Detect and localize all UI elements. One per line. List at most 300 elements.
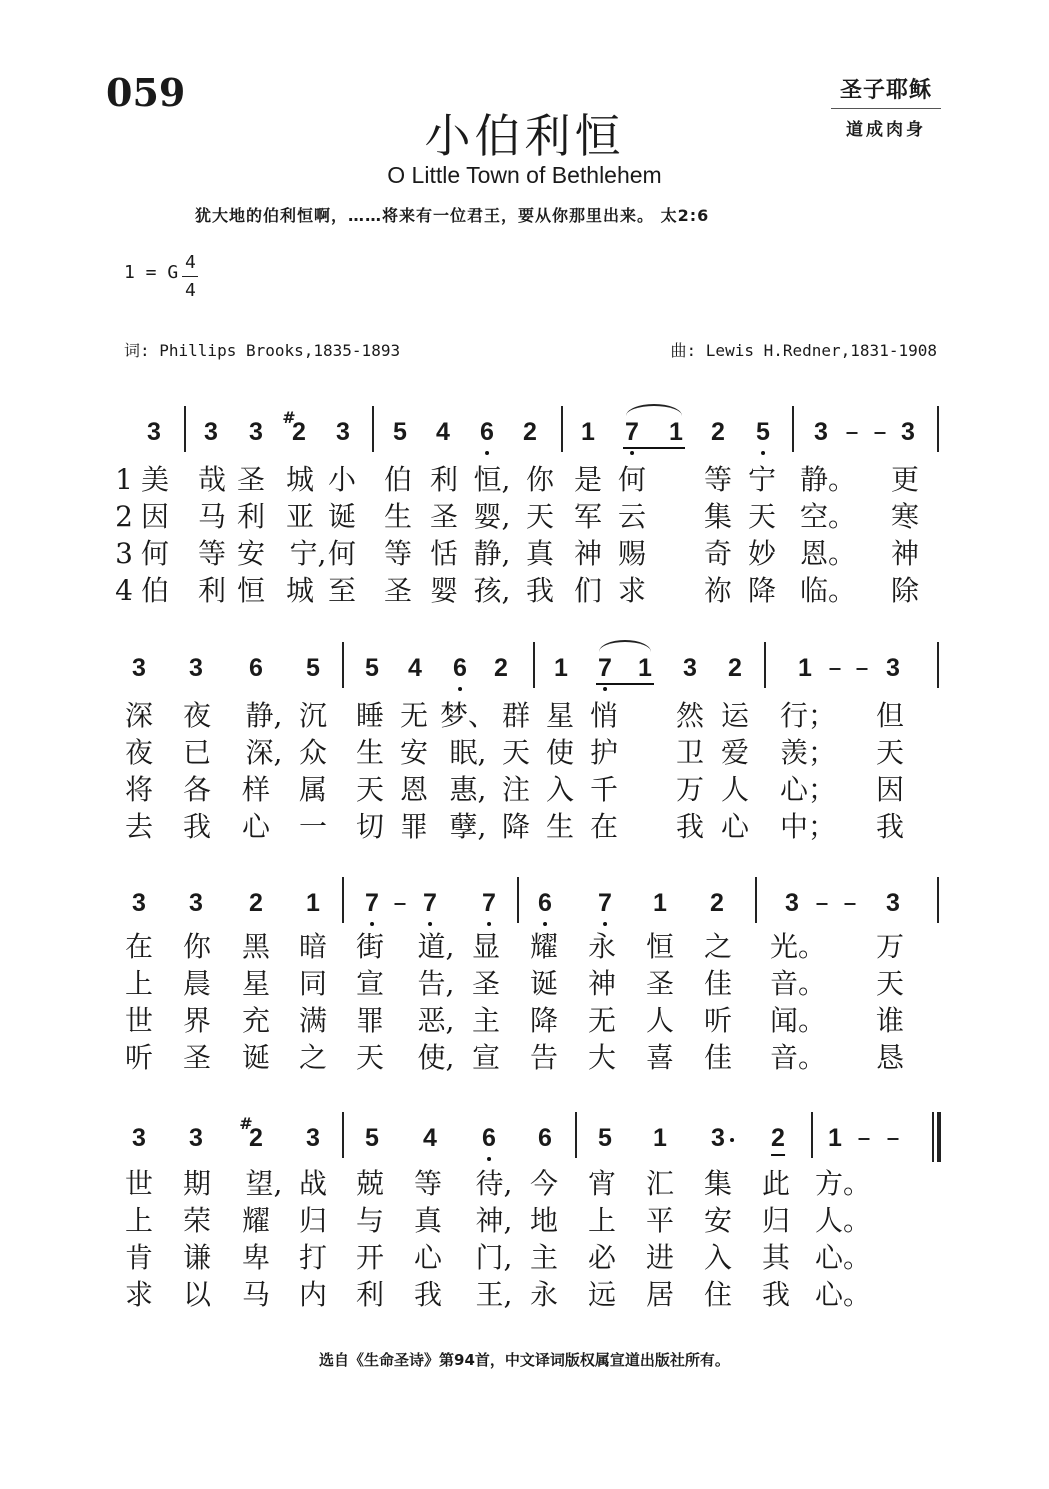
- lyric-char: 妙: [747, 537, 777, 570]
- lyric-char: 佳: [703, 967, 733, 1000]
- note: 7: [423, 891, 437, 916]
- lyric-char: 除: [890, 574, 920, 607]
- note: 3: [132, 654, 146, 682]
- lyric-char: 人: [645, 1004, 675, 1037]
- lyric-char: 等: [197, 537, 227, 570]
- note: 1: [638, 654, 652, 682]
- lower-octave-dot: [630, 451, 634, 455]
- note: 3: [189, 654, 203, 682]
- lyric-char: 万: [675, 773, 705, 806]
- lyric-char: 心；: [779, 773, 837, 806]
- lyric-char: 恩。: [799, 537, 857, 570]
- note: 7: [482, 891, 496, 916]
- tie-slur: [626, 404, 682, 416]
- note: 2: [249, 1124, 263, 1152]
- lyric-char: 喜: [645, 1041, 675, 1074]
- lyric-char: 圣: [471, 967, 501, 1000]
- note: 2: [710, 889, 724, 917]
- note: 5: [365, 1124, 379, 1152]
- note: 3: [249, 418, 263, 446]
- category-main: 圣子耶稣: [831, 73, 941, 109]
- lyric-char: 宣: [355, 967, 385, 1000]
- lyric-char: 与: [355, 1204, 385, 1237]
- lyric-char: 静,: [245, 699, 283, 732]
- lyric-char: 城: [285, 574, 315, 607]
- lower-octave-dot: [458, 687, 462, 691]
- lyricist-credit: 词: Phillips Brooks,1835-1893: [124, 341, 401, 360]
- lyric-char: 告: [529, 1041, 559, 1074]
- lyric-char: 寒: [890, 500, 920, 533]
- note: 5: [306, 654, 320, 682]
- lyric-char: 运: [720, 699, 750, 732]
- lyric-char: 空。: [799, 500, 857, 533]
- lyric-char: 汇: [645, 1167, 675, 1200]
- lyric-char: 你: [182, 930, 212, 963]
- lyric-char: 恩: [399, 773, 429, 806]
- lyric-char: 开: [355, 1241, 385, 1274]
- note: 2: [728, 654, 742, 682]
- note: 2: [711, 418, 725, 446]
- lyric-char: 神: [890, 537, 920, 570]
- eighth-underline: [771, 1154, 785, 1156]
- lyric-char: 恬: [429, 537, 459, 570]
- lyric-char: 真: [413, 1204, 443, 1237]
- lyric-char: 耀: [241, 1204, 271, 1237]
- lyric-char: 天: [355, 773, 385, 806]
- lower-octave-dot: [487, 1157, 491, 1161]
- lyric-char: 人。: [814, 1204, 872, 1237]
- lyric-char: 恒: [236, 574, 266, 607]
- beam-underline: [623, 447, 685, 449]
- lyric-char: 在: [124, 930, 154, 963]
- note: 3: [336, 418, 350, 446]
- lyric-char: 一: [298, 810, 328, 843]
- lyric-char: 夜: [182, 699, 212, 732]
- lyric-char: 临。: [799, 574, 857, 607]
- note: 3: [204, 418, 218, 446]
- sustain-dash: [857, 668, 868, 670]
- note: 6: [453, 656, 467, 681]
- lyric-char: 美: [140, 463, 170, 496]
- lower-octave-dot: [603, 687, 607, 691]
- category-sub: 道成肉身: [846, 120, 926, 140]
- barline: [937, 642, 939, 688]
- lyric-char: 卑: [241, 1241, 271, 1274]
- lyric-char: 圣: [236, 463, 266, 496]
- lyric-char: 奇: [703, 537, 733, 570]
- english-title: O Little Town of Bethlehem: [387, 162, 662, 188]
- lyric-char: 梦、: [439, 699, 497, 732]
- lyric-char: 入: [703, 1241, 733, 1274]
- note: 3: [306, 1124, 320, 1152]
- lyric-char: 星: [241, 967, 271, 1000]
- lyric-char: 利: [429, 463, 459, 496]
- lyric-char: 云: [617, 500, 647, 533]
- lyric-char: 但: [875, 699, 905, 732]
- lyric-char: 万: [875, 930, 905, 963]
- note: 7: [625, 420, 639, 445]
- lyric-char: 充: [241, 1004, 271, 1037]
- lyric-char: 注: [501, 773, 531, 806]
- lyric-char: 上: [587, 1204, 617, 1237]
- lyric-char: 谁: [875, 1004, 905, 1037]
- lyric-char: 何: [140, 537, 170, 570]
- lyric-char: 黑: [241, 930, 271, 963]
- lyric-char: 耀: [529, 930, 559, 963]
- barline: [575, 1112, 577, 1158]
- barline: [811, 1112, 813, 1158]
- sustain-dash: [845, 903, 856, 905]
- note: 5: [393, 418, 407, 446]
- note: 1: [828, 1124, 842, 1152]
- scripture-verse: 犹大地的伯利恒啊，……将来有一位君王，要从你那里出来。 太2:6: [195, 206, 710, 225]
- tie-slur: [599, 640, 651, 652]
- barline: [561, 406, 563, 452]
- sustain-dash: [817, 903, 828, 905]
- lyric-char: 羡；: [779, 736, 837, 769]
- lyric-char: 小: [327, 463, 357, 496]
- lyric-char: 诞: [529, 967, 559, 1000]
- lyric-char: 生: [355, 736, 385, 769]
- lyric-char: 圣: [383, 574, 413, 607]
- lyric-char: 已: [182, 736, 212, 769]
- note: 2: [523, 418, 537, 446]
- lyric-char: 深,: [245, 736, 283, 769]
- lyric-char: 我: [875, 810, 905, 843]
- note: 2: [494, 654, 508, 682]
- lyric-char: 谦: [182, 1241, 212, 1274]
- lyric-char: 方。: [814, 1167, 872, 1200]
- note: 7: [598, 891, 612, 916]
- lyric-char: 样: [241, 773, 271, 806]
- lyric-char: 星: [545, 699, 575, 732]
- lyric-char: 人: [720, 773, 750, 806]
- lyric-char: 军: [573, 500, 603, 533]
- lyric-char: 天: [501, 736, 531, 769]
- lyric-char: 沉: [298, 699, 328, 732]
- note: 2: [292, 418, 306, 446]
- note: 6: [538, 1124, 552, 1152]
- lyric-char: 集: [703, 500, 733, 533]
- note: 5: [598, 1124, 612, 1152]
- lower-octave-dot: [428, 922, 432, 926]
- lyric-char: 宵: [587, 1167, 617, 1200]
- lyric-char: 待,: [475, 1167, 513, 1200]
- note: 3: [132, 1124, 146, 1152]
- lower-octave-dot: [485, 451, 489, 455]
- lyric-char: 宣: [471, 1041, 501, 1074]
- note: 1: [581, 418, 595, 446]
- lyric-char: 天: [875, 736, 905, 769]
- lyric-char: 上: [124, 967, 154, 1000]
- lyric-char: 肯: [124, 1241, 154, 1274]
- lyric-char: 生: [545, 810, 575, 843]
- note: 1: [798, 654, 812, 682]
- time-signature-top: 4: [185, 252, 196, 273]
- sustain-dash: [830, 668, 841, 670]
- sharp-sign: #: [239, 1114, 253, 1133]
- lyric-char: 心: [241, 810, 271, 843]
- lyric-char: 主: [471, 1004, 501, 1037]
- lyric-char: 我: [675, 810, 705, 843]
- lyric-char: 以: [182, 1278, 212, 1311]
- barline: [517, 877, 519, 923]
- lyric-char: 婴,: [473, 500, 511, 533]
- lyric-char: 等: [383, 537, 413, 570]
- note: 7: [598, 656, 612, 681]
- lyric-char: 然: [675, 699, 705, 732]
- lyric-char: 你: [525, 463, 555, 496]
- lyric-char: 佳: [703, 1041, 733, 1074]
- lyric-char: 各: [182, 773, 212, 806]
- final-barline-thin: [932, 1112, 934, 1162]
- lyric-char: 荣: [182, 1204, 212, 1237]
- lyric-char: 显: [471, 930, 501, 963]
- lyric-char: 天: [525, 500, 555, 533]
- lyric-char: 听: [124, 1041, 154, 1074]
- lyric-char: 罪: [355, 1004, 385, 1037]
- lyric-char: 诞: [327, 500, 357, 533]
- lyric-char: 使: [545, 736, 575, 769]
- lyric-char: 居: [645, 1278, 675, 1311]
- lyric-char: 惠,: [449, 773, 487, 806]
- lyric-char: 归: [761, 1204, 791, 1237]
- lower-octave-dot: [370, 922, 374, 926]
- lyric-char: 马: [197, 500, 227, 533]
- lower-octave-dot: [761, 451, 765, 455]
- lyric-char: 闻。: [769, 1004, 827, 1037]
- lyric-char: 赐: [617, 537, 647, 570]
- lyric-char: 深: [124, 699, 154, 732]
- category-box: [831, 73, 941, 140]
- lyric-char: 伯: [140, 574, 170, 607]
- lyric-char: 静,: [473, 537, 511, 570]
- lyric-char: 街: [355, 930, 385, 963]
- lyric-char: 晨: [182, 967, 212, 1000]
- lyric-char: 何: [327, 537, 357, 570]
- lyric-char: 宁: [747, 463, 777, 496]
- lyric-char: 利: [197, 574, 227, 607]
- lyric-char: 睡: [355, 699, 385, 732]
- lyric-char: 战: [298, 1167, 328, 1200]
- lyric-char: 将: [124, 773, 154, 806]
- lyric-char: 降: [529, 1004, 559, 1037]
- lyric-char: 音。: [769, 967, 827, 1000]
- lyric-char: 群: [501, 699, 531, 732]
- lyric-char: 远: [587, 1278, 617, 1311]
- lyric-char: 今: [529, 1167, 559, 1200]
- barline: [372, 406, 374, 452]
- time-signature-line: [182, 276, 198, 277]
- lyric-char: 之: [703, 930, 733, 963]
- lyric-char: 因: [140, 500, 170, 533]
- final-barline-thick: [937, 1112, 941, 1162]
- lyric-char: 住: [703, 1278, 733, 1311]
- time-signature-bottom: 4: [185, 280, 196, 301]
- augmentation-dot: [730, 1138, 734, 1142]
- note: 6: [538, 891, 552, 916]
- lyric-char: 心。: [814, 1241, 872, 1274]
- lyric-char: 打: [298, 1241, 328, 1274]
- lyric-char: 心: [720, 810, 750, 843]
- note: 1: [306, 889, 320, 917]
- lyric-char: 恒: [645, 930, 675, 963]
- lyric-char: 是: [573, 463, 603, 496]
- lyric-char: 永: [587, 930, 617, 963]
- lyric-char: 神,: [475, 1204, 513, 1237]
- lyric-char: 世: [124, 1004, 154, 1037]
- lyric-char: 哉: [197, 463, 227, 496]
- lyric-char: 眠,: [449, 736, 487, 769]
- barline: [342, 1112, 344, 1158]
- lyric-char: 至: [327, 574, 357, 607]
- lyric-char: 2: [115, 500, 133, 533]
- lyric-char: 安: [236, 537, 266, 570]
- note: 6: [249, 654, 263, 682]
- lyric-char: 使,: [417, 1041, 455, 1074]
- lyric-char: 恳: [875, 1041, 905, 1074]
- lyric-char: 宁,: [289, 537, 327, 570]
- lyric-char: 安: [399, 736, 429, 769]
- lyric-char: 界: [182, 1004, 212, 1037]
- lyric-char: 祢: [703, 574, 733, 607]
- lyric-char: 求: [617, 574, 647, 607]
- note: 3: [189, 889, 203, 917]
- lyric-char: 生: [383, 500, 413, 533]
- lyric-char: 同: [298, 967, 328, 1000]
- lyric-char: 告,: [417, 967, 455, 1000]
- lyric-char: 兢: [355, 1167, 385, 1200]
- note: 3: [886, 654, 900, 682]
- lyric-char: 伯: [383, 463, 413, 496]
- lyric-char: 我: [182, 810, 212, 843]
- lyric-char: 天: [747, 500, 777, 533]
- lyric-char: 恒,: [473, 463, 511, 496]
- barline: [937, 877, 939, 923]
- lower-octave-dot: [487, 922, 491, 926]
- lyric-char: 上: [124, 1204, 154, 1237]
- barline: [755, 877, 757, 923]
- lyric-char: 3: [115, 537, 133, 570]
- lyric-char: 何: [617, 463, 647, 496]
- lyric-char: 中；: [779, 810, 837, 843]
- beam-underline: [596, 683, 654, 685]
- lyric-char: 我: [525, 574, 555, 607]
- page-title: 小伯利恒: [424, 109, 625, 163]
- lyric-char: 无: [587, 1004, 617, 1037]
- note: 5: [756, 420, 770, 445]
- sustain-dash: [847, 432, 858, 434]
- lyric-char: 利: [236, 500, 266, 533]
- lyric-char: 在: [589, 810, 619, 843]
- note: 3: [132, 889, 146, 917]
- note: 3: [147, 418, 161, 446]
- sustain-dash: [875, 432, 886, 434]
- lyric-char: 等: [703, 463, 733, 496]
- lyric-char: 天: [355, 1041, 385, 1074]
- lyric-char: 此: [761, 1167, 791, 1200]
- note: 1: [669, 418, 683, 446]
- lyric-char: 婴: [429, 574, 459, 607]
- lyric-char: 圣: [645, 967, 675, 1000]
- lyric-char: 王,: [475, 1278, 513, 1311]
- lyric-char: 卫: [675, 736, 705, 769]
- lyric-char: 地: [529, 1204, 559, 1237]
- lyric-char: 望,: [245, 1167, 283, 1200]
- barline: [342, 642, 344, 688]
- sustain-dash: [888, 1138, 899, 1140]
- lyric-char: 切: [355, 810, 385, 843]
- lyric-char: 神: [587, 967, 617, 1000]
- lyric-char: 其: [761, 1241, 791, 1274]
- lyric-char: 世: [124, 1167, 154, 1200]
- lyric-char: 属: [298, 773, 328, 806]
- lyric-char: 亚: [285, 500, 315, 533]
- key-signature: 1 = G: [124, 262, 179, 283]
- lyric-char: 等: [413, 1167, 443, 1200]
- lyric-char: 降: [747, 574, 777, 607]
- sustain-dash: [859, 1138, 870, 1140]
- note: 5: [365, 654, 379, 682]
- lyric-char: 道,: [417, 930, 455, 963]
- lyric-char: 神: [573, 537, 603, 570]
- lyric-char: 去: [124, 810, 154, 843]
- note: 1: [653, 889, 667, 917]
- lyric-char: 音。: [769, 1041, 827, 1074]
- note: 3: [683, 654, 697, 682]
- barline: [792, 406, 794, 452]
- lyric-char: 爱: [720, 736, 750, 769]
- lyric-char: 天: [875, 967, 905, 1000]
- note: 3: [189, 1124, 203, 1152]
- note: 3: [785, 889, 799, 917]
- note: 1: [653, 1124, 667, 1152]
- lyric-char: 千: [589, 773, 619, 806]
- lyric-char: 大: [587, 1041, 617, 1074]
- lyric-char: 马: [241, 1278, 271, 1311]
- lyric-char: 之: [298, 1041, 328, 1074]
- lyric-char: 永: [529, 1278, 559, 1311]
- lyric-char: 门,: [475, 1241, 513, 1274]
- note: 2: [249, 889, 263, 917]
- lyric-char: 听: [703, 1004, 733, 1037]
- lyric-char: 我: [761, 1278, 791, 1311]
- lyric-char: 诞: [241, 1041, 271, 1074]
- lyric-char: 因: [875, 773, 905, 806]
- barline: [342, 877, 344, 923]
- lyric-char: 圣: [429, 500, 459, 533]
- note: 4: [408, 654, 422, 682]
- lyric-char: 更: [890, 463, 920, 496]
- lyric-char: 入: [545, 773, 575, 806]
- lyric-char: 内: [298, 1278, 328, 1311]
- lyric-char: 心: [413, 1241, 443, 1274]
- lyric-char: 行；: [779, 699, 837, 732]
- lyric-char: 城: [285, 463, 315, 496]
- lyric-char: 必: [587, 1241, 617, 1274]
- lyric-char: 护: [589, 736, 619, 769]
- lyric-char: 进: [645, 1241, 675, 1274]
- sustain-dash: [395, 903, 406, 905]
- lyric-char: 众: [298, 736, 328, 769]
- lyric-char: 真: [525, 537, 555, 570]
- lyric-char: 无: [399, 699, 429, 732]
- lyric-char: 集: [703, 1167, 733, 1200]
- lyric-char: 夜: [124, 736, 154, 769]
- lyric-char: 孩,: [473, 574, 511, 607]
- barline: [533, 642, 535, 688]
- lyric-char: 孽,: [449, 810, 487, 843]
